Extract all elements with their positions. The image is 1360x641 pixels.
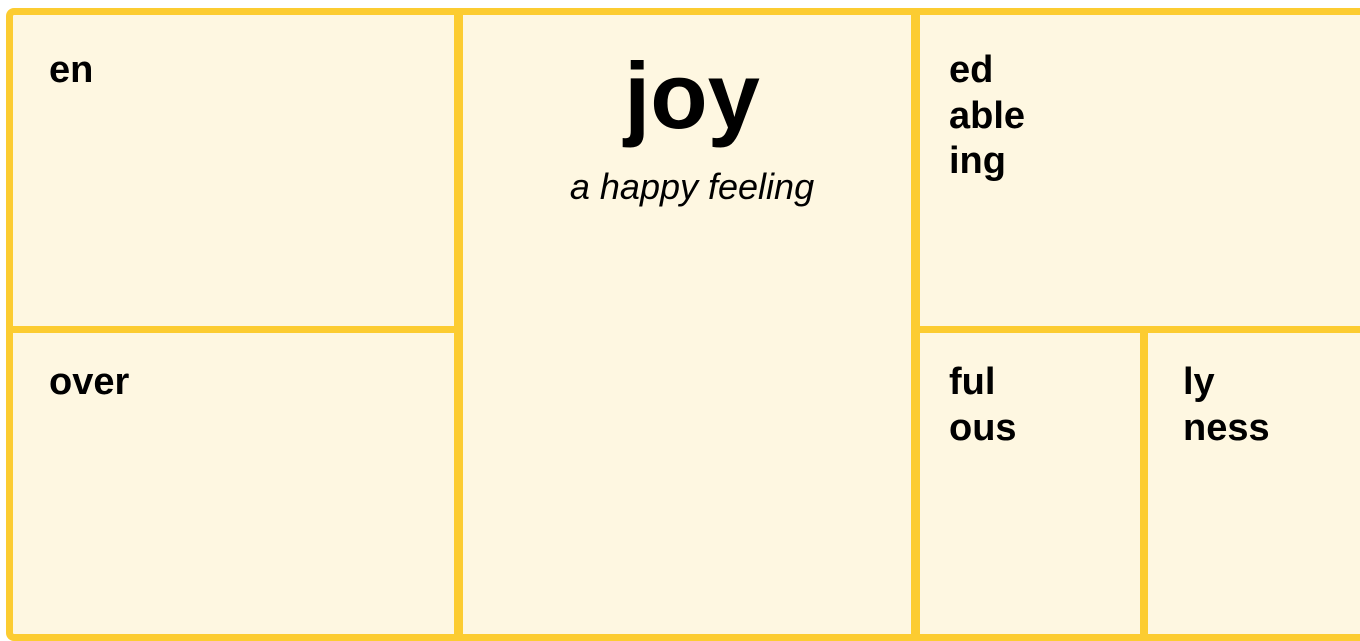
- prefix-item: over: [49, 361, 130, 403]
- suffix-bottom-left-cell: [949, 360, 1017, 451]
- prefix-top-cell: [49, 48, 93, 94]
- divider-left: [454, 15, 463, 641]
- divider-suffix-split: [1140, 329, 1148, 641]
- suffix-item: able: [949, 94, 1026, 137]
- suffix-item: ness: [1183, 406, 1270, 449]
- suffix-item: ous: [949, 406, 1017, 449]
- suffix-item: ful: [949, 361, 996, 403]
- suffix-item: ly: [1183, 361, 1215, 403]
- suffix-top-cell: [949, 48, 1025, 185]
- root-definition: a happy feeling: [569, 166, 815, 207]
- divider-prefix-horizontal: [13, 326, 454, 333]
- divider-suffix-horizontal: [920, 326, 1360, 333]
- word-map-board: [6, 8, 1360, 641]
- suffix-item: ing: [949, 140, 1006, 183]
- prefix-item: en: [49, 49, 94, 91]
- prefix-bottom-cell: [49, 360, 129, 406]
- suffix-bottom-right-cell: [1183, 360, 1270, 451]
- suffix-item: ed: [949, 49, 994, 91]
- root-word: joy: [624, 43, 760, 148]
